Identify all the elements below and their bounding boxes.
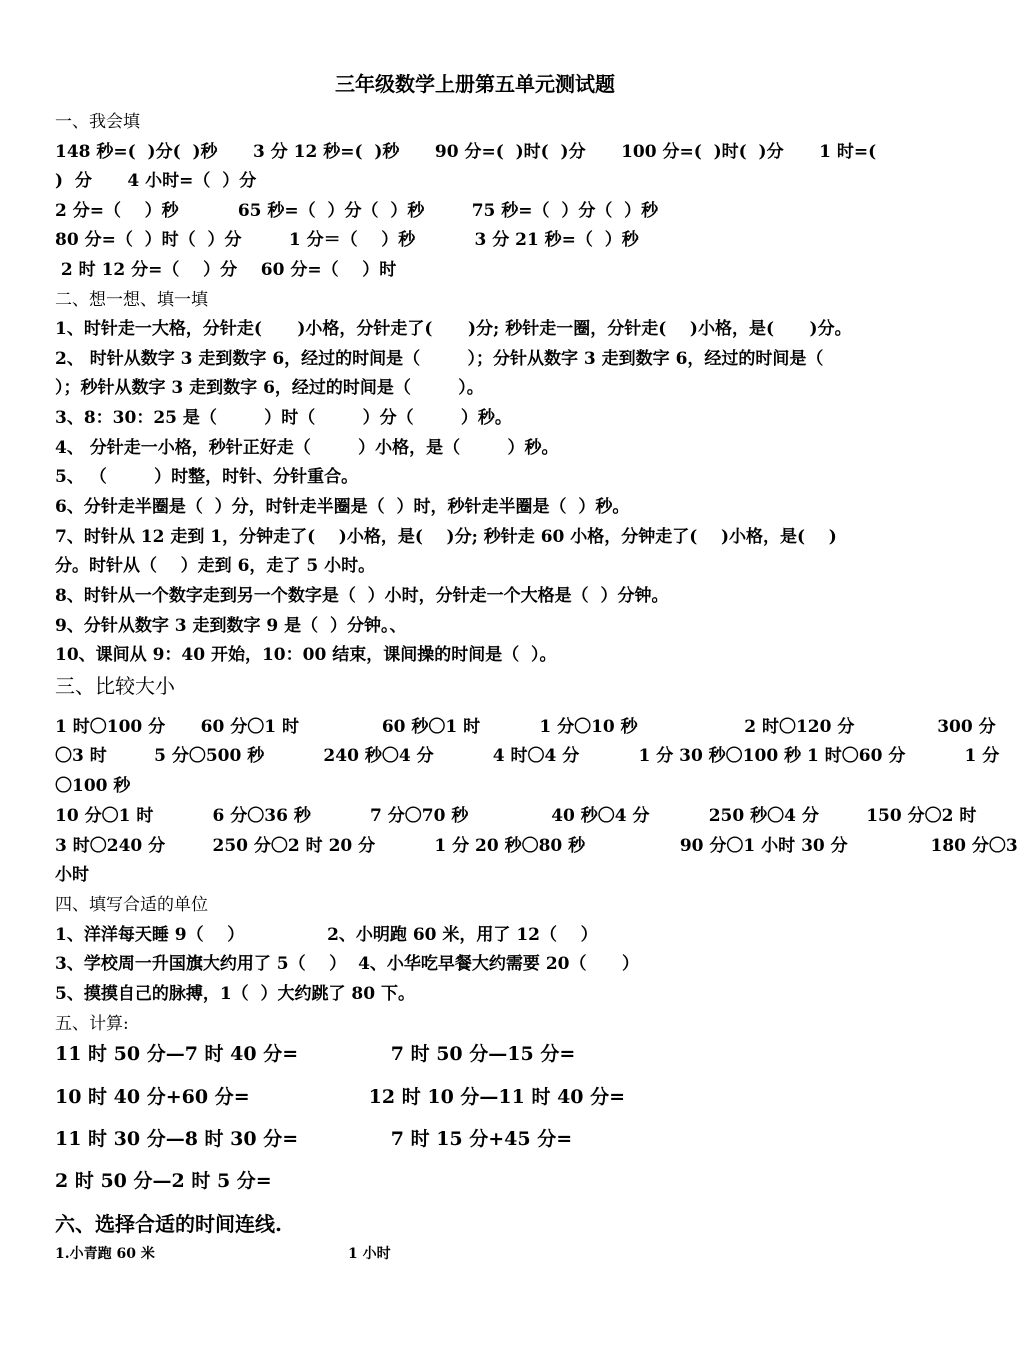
calculation-line: 2 时 50 分—2 时 5 分= xyxy=(55,1170,272,1192)
section-1-line: 2 分=（ ）秒 65 秒=（ ）分（ ）秒 75 秒=（ ）分（ ）秒 xyxy=(55,201,659,221)
worksheet-title: 三年级数学上册第五单元测试题 xyxy=(335,72,615,96)
section-2-line: 4、 分针走一小格，秒针正好走（ ）小格，是（ ）秒。 xyxy=(55,438,559,458)
section-3-line: 小时 xyxy=(55,865,89,885)
section-2-line: 5、 （ ）时整，时针、分针重合。 xyxy=(55,467,359,487)
section-2-line: 分。时针从（ ）走到 6，走了 5 小时。 xyxy=(55,556,376,576)
section-3-line: 〇100 秒 xyxy=(55,776,131,796)
section-3-line: 10 分〇1 时 6 分〇36 秒 7 分〇70 秒 40 秒〇4 分 250 秒〇4 分 150 分〇2 时 xyxy=(55,806,977,826)
section-4-line: 5、摸摸自己的脉搏，1（ ）大约跳了 80 下。 xyxy=(55,984,415,1004)
section-4-line: 1、洋洋每天睡 9（ ） 2、小明跑 60 米，用了 12（ ） xyxy=(55,925,598,945)
section-2-line: 10、课间从 9：40 开始，10：00 结束，课间操的时间是（ ）。 xyxy=(55,645,557,665)
matching-left-item: 1.小青跑 60 米 xyxy=(55,1246,155,1262)
calculation-line: 10 时 40 分+60 分= 12 时 10 分—11 时 40 分= xyxy=(55,1086,626,1108)
section-6-heading: 六、选择合适的时间连线. xyxy=(55,1212,282,1236)
section-2-line: 1、时针走一大格，分针走( )小格，分针走了( )分; 秒针走一圈，分针走( )小格，是( )分。 xyxy=(55,319,852,339)
section-1-line: 80 分=（ ）时（ ）分 1 分＝（ ）秒 3 分 21 秒=（ ）秒 xyxy=(55,230,639,250)
section-2-heading: 二、想一想、填一填 xyxy=(55,290,208,310)
section-3-heading: 三、比较大小 xyxy=(55,674,175,698)
section-1-line: 2 时 12 分=（ ）分 60 分=（ ）时 xyxy=(55,260,397,280)
section-3-line: 3 时〇240 分 250 分〇2 时 20 分 1 分 20 秒〇80 秒 90 分〇1 小时 30 分 180 分〇3 xyxy=(55,836,1018,856)
section-1-heading: 一、我会填 xyxy=(55,112,140,132)
section-3-line: 〇3 时 5 分〇500 秒 240 秒〇4 分 4 时〇4 分 1 分 30 秒〇100 秒 1 时〇60 分 1 分 xyxy=(55,746,1000,766)
section-2-line: ）；秒针从数字 3 走到数字 6，经过的时间是（ ）。 xyxy=(55,378,484,398)
section-4-line: 3、学校周一升国旗大约用了 5（ ） 4、小华吃早餐大约需要 20（ ） xyxy=(55,954,640,974)
matching-right-item: 1 小时 xyxy=(348,1246,391,1262)
section-2-line: 9、分针从数字 3 走到数字 9 是（ ）分钟。、 xyxy=(55,616,407,636)
calculation-line: 11 时 50 分—7 时 40 分= 7 时 50 分—15 分= xyxy=(55,1043,576,1065)
section-2-line: 2、 时针从数字 3 走到数字 6，经过的时间是（ ）；分针从数字 3 走到数字 6，经过的时间是（ xyxy=(55,349,824,369)
section-2-line: 7、时针从 12 走到 1，分钟走了( )小格，是( )分; 秒针走 60 小格，分钟走了( )小格，是( ) xyxy=(55,527,837,547)
section-1-line: 148 秒=( )分( )秒 3 分 12 秒=( )秒 90 分=( )时( )分 100 分=( )时( )分 1 时=( xyxy=(55,142,877,162)
section-3-line: 1 时〇100 分 60 分〇1 时 60 秒〇1 时 1 分〇10 秒 2 时〇120 分 300 分 xyxy=(55,717,996,737)
section-2-line: 8、时针从一个数字走到另一个数字是（ ）小时，分针走一个大格是（ ）分钟。 xyxy=(55,586,669,606)
calculation-line: 11 时 30 分—8 时 30 分= 7 时 15 分+45 分= xyxy=(55,1128,573,1150)
section-2-line: 3、8：30：25 是（ ）时（ ）分（ ）秒。 xyxy=(55,408,512,428)
section-4-heading: 四、填写合适的单位 xyxy=(55,895,208,915)
section-1-line: ) 分 4 小时=（ ）分 xyxy=(55,171,257,191)
section-5-heading: 五、计算: xyxy=(55,1014,129,1034)
section-2-line: 6、分针走半圈是（ ）分，时针走半圈是（ ）时，秒针走半圈是（ ）秒。 xyxy=(55,497,630,517)
